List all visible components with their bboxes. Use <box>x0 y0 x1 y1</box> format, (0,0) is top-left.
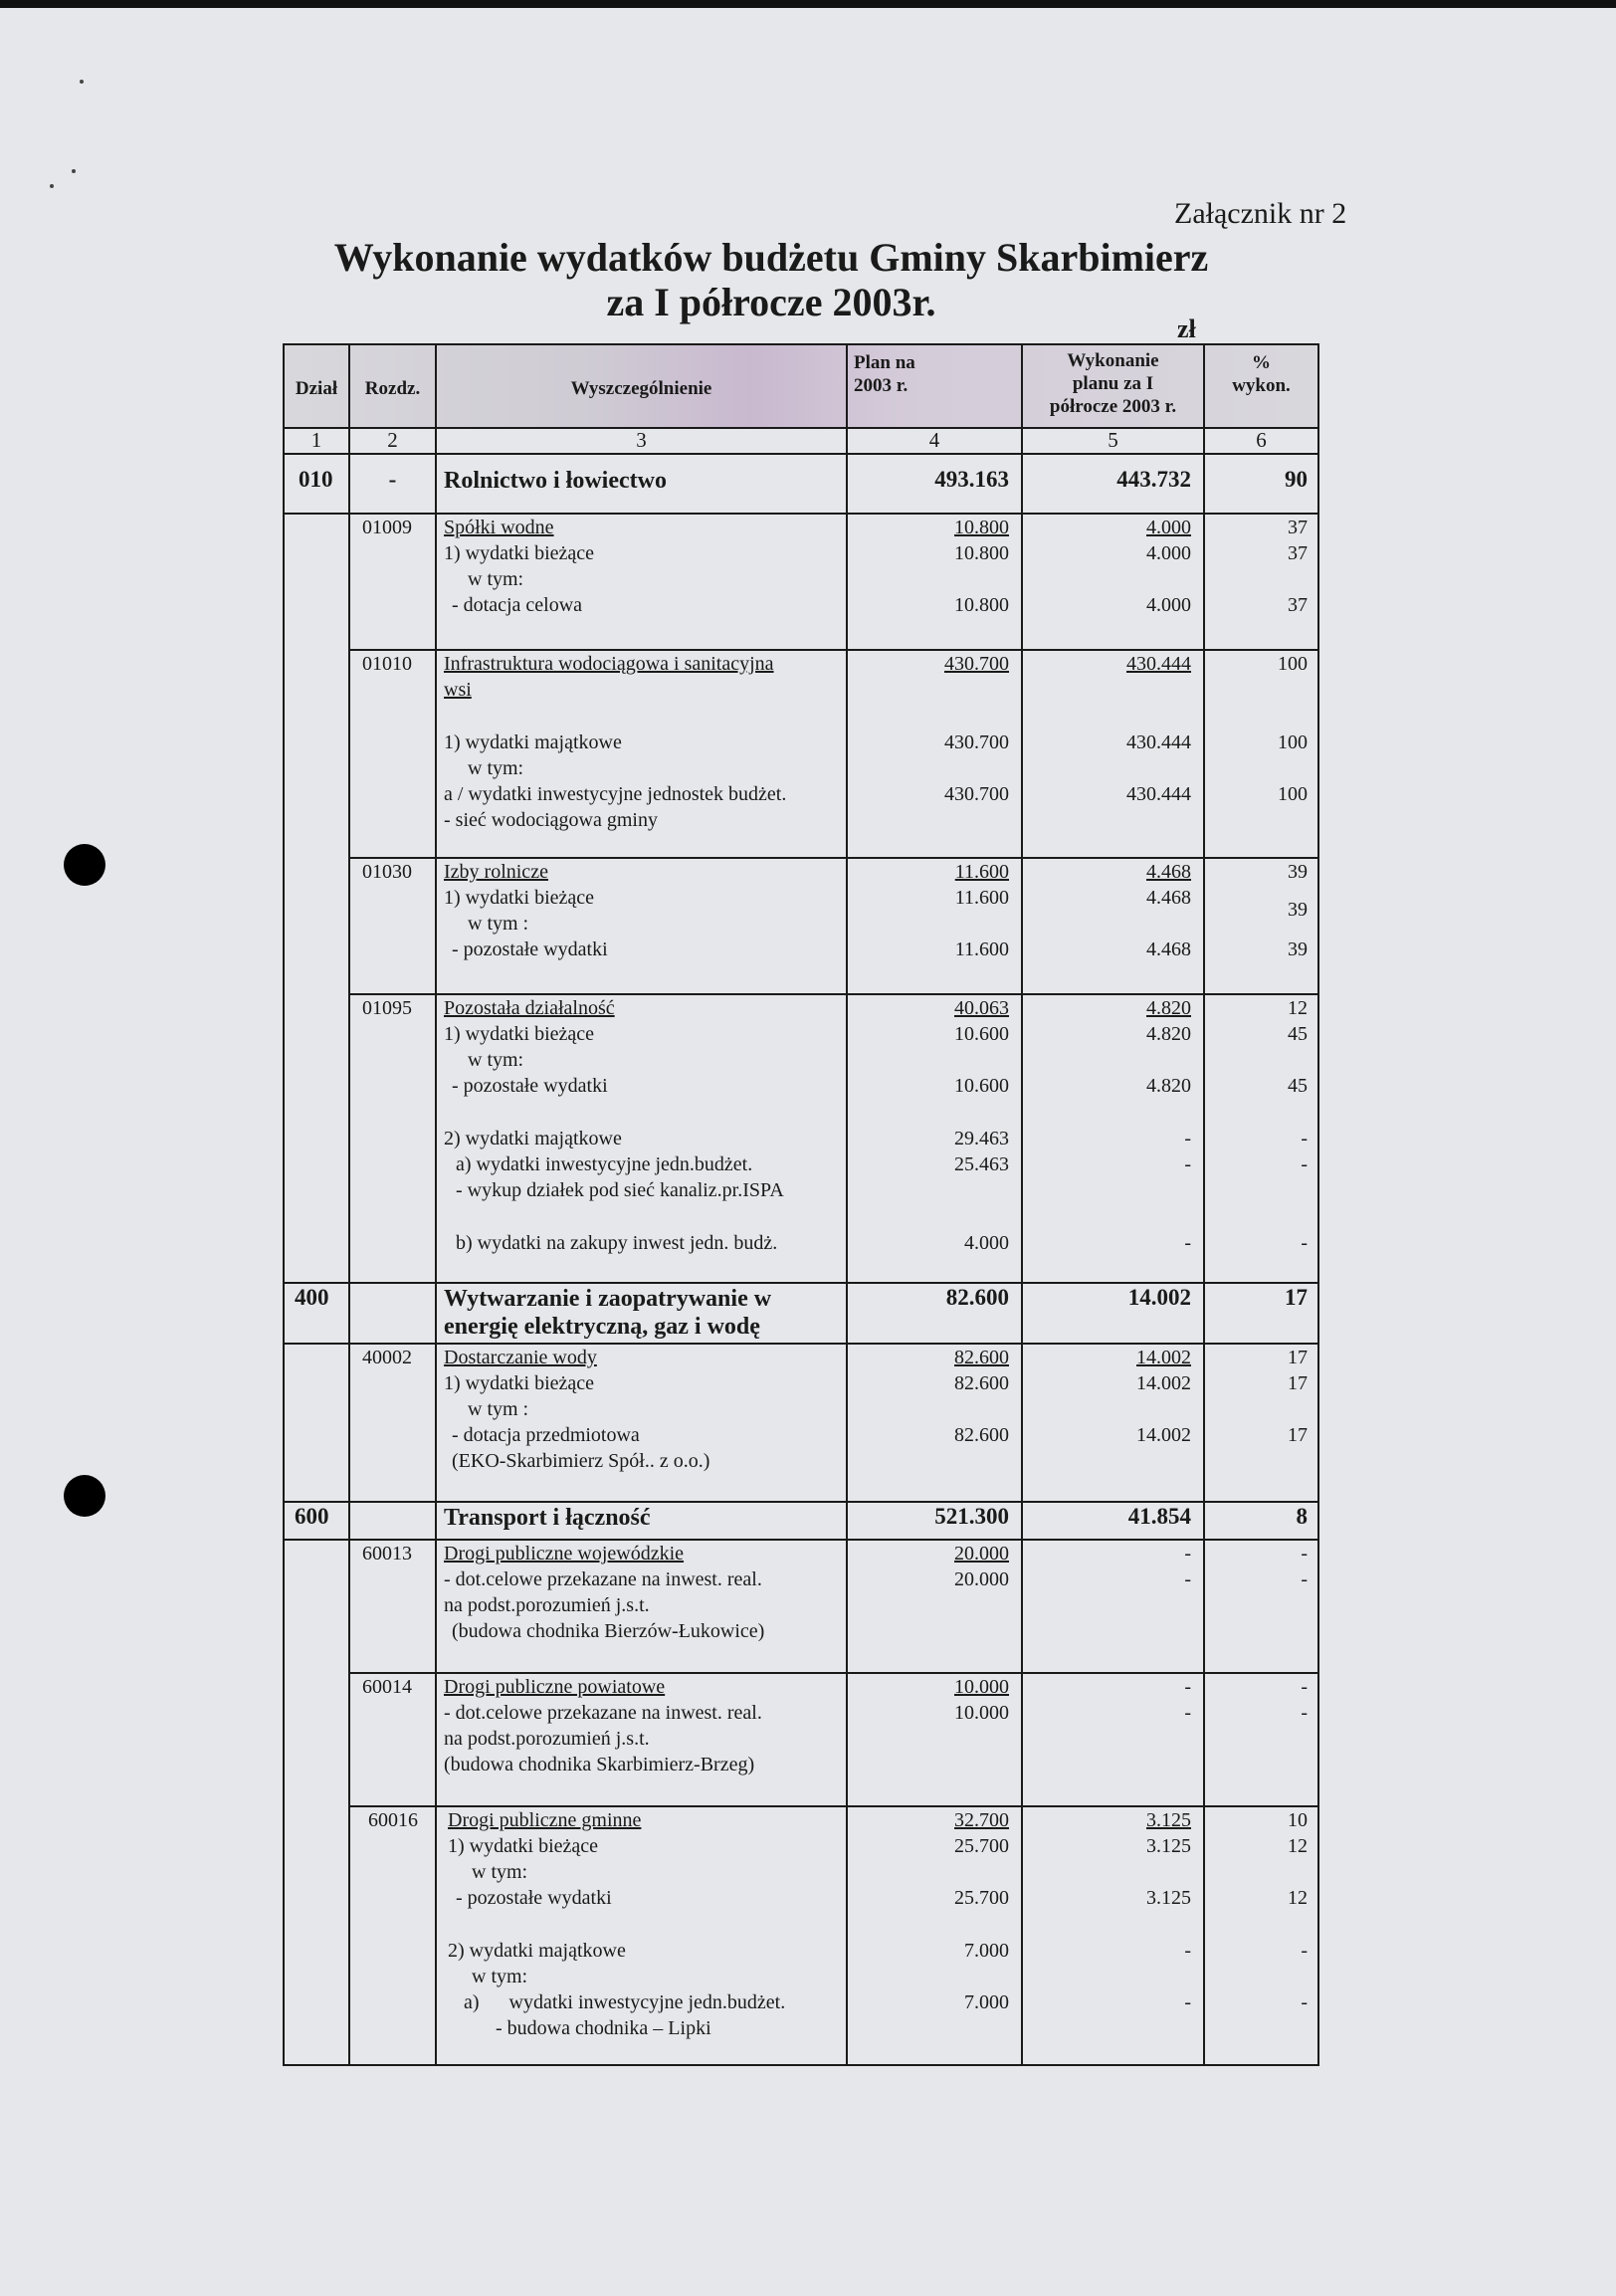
section-400-title-cont: energię elektryczną, gaz i wodę <box>444 1314 760 1340</box>
row-01095-line: w tym: <box>468 1049 524 1071</box>
row-01030-code: 01030 <box>362 861 412 883</box>
row-01030-line: 1) wydatki bieżące <box>444 887 595 909</box>
row-60016-line: - pozostałe wydatki <box>456 1887 612 1909</box>
scan-speck <box>50 184 54 188</box>
row-01009-v3-plan: 10.800 <box>954 594 1009 616</box>
section-010-title: Rolnictwo i łowiectwo <box>444 468 667 494</box>
budget-table <box>283 343 1319 2066</box>
row-60016-v4-pct: - <box>1301 1940 1308 1962</box>
row-01095-line: - wykup działek pod sieć kanaliz.pr.ISPA <box>456 1179 784 1201</box>
row-60014-v1-wyk: - <box>1184 1702 1191 1724</box>
header-plan-line1: Plan na <box>854 352 915 373</box>
row-40002-v3-pct: 17 <box>1288 1424 1308 1446</box>
row-01095-plan: 40.063 <box>954 997 1009 1019</box>
row-60014-pct: - <box>1301 1676 1308 1698</box>
row-01095-v4-wyk: - <box>1184 1128 1191 1149</box>
row-60014-name: Drogi publiczne powiatowe <box>444 1676 666 1698</box>
row-40002-plan: 82.600 <box>954 1347 1009 1368</box>
row-01010-v1-wyk: 430.444 <box>1126 731 1191 753</box>
header-wykonanie <box>1023 349 1203 418</box>
section-600-wyk: 41.854 <box>1127 1504 1191 1529</box>
row-01009-line: 1) wydatki bieżące <box>444 542 595 564</box>
row-01010-name-cont: wsi <box>444 679 472 701</box>
row-40002-v3-wyk: 14.002 <box>1136 1424 1191 1446</box>
section-400-wyk: 14.002 <box>1127 1285 1191 1310</box>
row-60016-v3-plan: 25.700 <box>954 1887 1009 1909</box>
row-01030-v1-plan: 11.600 <box>954 887 1009 909</box>
row-01010-code: 01010 <box>362 653 412 675</box>
row-01095-v4-plan: 29.463 <box>954 1128 1009 1149</box>
row-01010-v3-plan: 430.700 <box>944 783 1009 805</box>
row-40002-line: - dotacja przedmiotowa <box>452 1424 640 1446</box>
row-01095-line: - pozostałe wydatki <box>452 1075 608 1097</box>
header-pct-line2: wykon. <box>1232 375 1291 396</box>
page-title: Wykonanie wydatków budżetu Gminy Skarbimierz <box>333 235 1209 280</box>
row-60016-code: 60016 <box>368 1809 418 1831</box>
row-divider <box>285 1501 1317 1503</box>
header-pct <box>1205 351 1317 397</box>
row-40002-v1-pct: 17 <box>1288 1372 1308 1394</box>
row-60016-line: w tym: <box>472 1861 528 1883</box>
row-01030-v3-plan: 11.600 <box>954 939 1009 960</box>
row-60016-v6-pct: - <box>1301 1991 1308 2013</box>
row-60016-v1-plan: 25.700 <box>954 1835 1009 1857</box>
header-wyk-line1: Wykonanie <box>1067 350 1159 371</box>
section-600-plan: 521.300 <box>934 1504 1009 1529</box>
row-01010-v3-pct: 100 <box>1278 783 1308 805</box>
section-010-rozdz: - <box>388 467 397 492</box>
row-60014-plan: 10.000 <box>954 1676 1009 1698</box>
row-40002-line: w tym : <box>468 1398 529 1420</box>
row-60014-v1-pct: - <box>1301 1702 1308 1724</box>
row-01030-name: Izby rolnicze <box>444 861 548 883</box>
section-400-dzial: 400 <box>295 1285 329 1310</box>
row-60016-plan: 32.700 <box>954 1809 1009 1831</box>
row-01095-line: b) wydatki na zakupy inwest jedn. budż. <box>456 1232 778 1254</box>
row-01095-name: Pozostała działalność <box>444 997 615 1019</box>
row-60016-line: w tym: <box>472 1966 528 1987</box>
row-60014-line: na podst.porozumień j.s.t. <box>444 1728 650 1750</box>
row-01095-line: 2) wydatki majątkowe <box>444 1128 622 1149</box>
row-60013-v1-wyk: - <box>1184 1568 1191 1590</box>
row-01095-v1-wyk: 4.820 <box>1146 1023 1191 1045</box>
row-01095-v7-plan: 4.000 <box>964 1232 1009 1254</box>
row-01009-plan: 10.800 <box>954 517 1009 538</box>
header-dzial: Dział <box>295 378 338 399</box>
colnum-2: 2 <box>387 428 398 452</box>
row-01010-name: Infrastruktura wodociągowa i sanitacyjna <box>444 653 774 675</box>
row-01009-v3-wyk: 4.000 <box>1146 594 1191 616</box>
row-01095-code: 01095 <box>362 997 412 1019</box>
row-01030-v3-pct: 39 <box>1288 939 1308 960</box>
row-60013-plan: 20.000 <box>954 1543 1009 1565</box>
row-divider <box>285 1282 1317 1284</box>
row-40002-v1-plan: 82.600 <box>954 1372 1009 1394</box>
row-40002-code: 40002 <box>362 1347 412 1368</box>
row-60016-line: - budowa chodnika – Lipki <box>496 2017 711 2039</box>
row-01010-v1-pct: 100 <box>1278 731 1308 753</box>
colnum-1: 1 <box>310 428 322 452</box>
header-pct-line1: % <box>1252 352 1271 373</box>
row-40002-wyk: 14.002 <box>1136 1347 1191 1368</box>
row-01009-v1-pct: 37 <box>1288 542 1308 564</box>
colnum-5: 5 <box>1108 428 1118 452</box>
row-01095-v3-plan: 10.600 <box>954 1075 1009 1097</box>
row-01010-plan: 430.700 <box>944 653 1009 675</box>
row-60013-line: - dot.celowe przekazane na inwest. real. <box>444 1568 762 1590</box>
row-60016-name: Drogi publiczne gminne <box>448 1809 642 1831</box>
row-01030-v1-wyk: 4.468 <box>1146 887 1191 909</box>
row-60014-wyk: - <box>1184 1676 1191 1698</box>
row-01095-v1-plan: 10.600 <box>954 1023 1009 1045</box>
scan-speck <box>72 169 76 173</box>
punch-hole-top <box>64 844 105 886</box>
row-01010-line: w tym: <box>468 757 524 779</box>
row-01095-v5-pct: - <box>1301 1153 1308 1175</box>
row-01010-line: 1) wydatki majątkowe <box>444 731 622 753</box>
row-01010-v3-wyk: 430.444 <box>1126 783 1191 805</box>
row-60016-line: a) wydatki inwestycyjne jedn.budżet. <box>464 1991 786 2013</box>
colnum-4: 4 <box>928 428 940 452</box>
row-01095-v5-plan: 25.463 <box>954 1153 1009 1175</box>
row-01009-code: 01009 <box>362 517 412 538</box>
row-60013-line: (budowa chodnika Bierzów-Łukowice) <box>452 1620 765 1642</box>
row-60013-line: na podst.porozumień j.s.t. <box>444 1594 650 1616</box>
header-wyk-line3: półrocze 2003 r. <box>1049 396 1177 417</box>
row-40002-line: 1) wydatki bieżące <box>444 1372 595 1394</box>
row-01009-line: w tym: <box>468 568 524 590</box>
header-rozdz: Rozdz. <box>364 378 421 399</box>
header-wyszczegolnienie: Wyszczególnienie <box>570 378 712 399</box>
row-01009-pct: 37 <box>1288 517 1308 538</box>
row-60013-name: Drogi publiczne wojewódzkie <box>444 1543 685 1565</box>
row-01010-v1-plan: 430.700 <box>944 731 1009 753</box>
row-01030-v1-pct: 39 <box>1288 899 1308 921</box>
row-01095-v7-wyk: - <box>1184 1232 1191 1254</box>
row-01009-v3-pct: 37 <box>1288 594 1308 616</box>
row-01009-name: Spółki wodne <box>444 517 554 538</box>
row-01030-line: w tym : <box>468 913 529 935</box>
row-60016-v3-wyk: 3.125 <box>1146 1887 1191 1909</box>
row-60016-v3-pct: 12 <box>1288 1887 1308 1909</box>
scan-speck <box>80 80 84 84</box>
section-400-plan: 82.600 <box>945 1285 1009 1310</box>
section-010-pct: 90 <box>1285 467 1308 492</box>
row-60013-v1-pct: - <box>1301 1568 1308 1590</box>
row-01095-v4-pct: - <box>1301 1128 1308 1149</box>
row-60016-v1-pct: 12 <box>1288 1835 1308 1857</box>
row-60014-code: 60014 <box>362 1676 412 1698</box>
section-010-dzial: 010 <box>299 467 333 492</box>
header-plan-line2: 2003 r. <box>854 375 909 396</box>
row-01095-line: 1) wydatki bieżące <box>444 1023 595 1045</box>
section-600-dzial: 600 <box>295 1504 329 1529</box>
row-40002-pct: 17 <box>1288 1347 1308 1368</box>
row-40002-line: (EKO-Skarbimierz Spół.. z o.o.) <box>452 1450 710 1472</box>
row-60016-v6-wyk: - <box>1184 1991 1191 2013</box>
row-60016-line: 2) wydatki majątkowe <box>448 1940 626 1962</box>
section-010-plan: 493.163 <box>934 467 1009 492</box>
header-plan <box>854 351 915 397</box>
row-01095-line: a) wydatki inwestycyjne jedn.budżet. <box>456 1153 753 1175</box>
row-40002-v3-plan: 82.600 <box>954 1424 1009 1446</box>
row-01030-wyk: 4.468 <box>1146 861 1191 883</box>
row-60016-pct: 10 <box>1288 1809 1308 1831</box>
row-01009-v1-plan: 10.800 <box>954 542 1009 564</box>
row-40002-v1-wyk: 14.002 <box>1136 1372 1191 1394</box>
row-60013-code: 60013 <box>362 1543 412 1565</box>
row-60016-wyk: 3.125 <box>1146 1809 1191 1831</box>
section-010-wyk: 443.732 <box>1116 467 1191 492</box>
row-01030-pct: 39 <box>1288 861 1308 883</box>
row-60014-line: (budowa chodnika Skarbimierz-Brzeg) <box>444 1754 755 1775</box>
colnum-3: 3 <box>636 428 647 452</box>
row-60013-pct: - <box>1301 1543 1308 1565</box>
row-01095-v7-pct: - <box>1301 1232 1308 1254</box>
row-60016-v1-wyk: 3.125 <box>1146 1835 1191 1857</box>
row-01009-wyk: 4.000 <box>1146 517 1191 538</box>
row-01009-v1-wyk: 4.000 <box>1146 542 1191 564</box>
row-01095-v5-wyk: - <box>1184 1153 1191 1175</box>
section-400-pct: 17 <box>1285 1285 1308 1310</box>
row-01030-line: - pozostałe wydatki <box>452 939 608 960</box>
row-60016-v6-plan: 7.000 <box>964 1991 1009 2013</box>
row-60016-v4-wyk: - <box>1184 1940 1191 1962</box>
row-01009-line: - dotacja celowa <box>452 594 583 616</box>
row-60014-line: - dot.celowe przekazane na inwest. real. <box>444 1702 762 1724</box>
row-40002-name: Dostarczanie wody <box>444 1347 597 1368</box>
section-600-pct: 8 <box>1296 1504 1308 1529</box>
attachment-label: Załącznik nr 2 <box>1174 197 1347 230</box>
row-01095-wyk: 4.820 <box>1146 997 1191 1019</box>
row-01095-pct: 12 <box>1288 997 1308 1019</box>
row-01030-plan: 11.600 <box>954 861 1009 883</box>
row-60013-wyk: - <box>1184 1543 1191 1565</box>
row-01030-v3-wyk: 4.468 <box>1146 939 1191 960</box>
header-wyk-line2: planu za I <box>1072 373 1154 394</box>
row-60016-line: 1) wydatki bieżące <box>448 1835 599 1857</box>
row-01095-v3-wyk: 4.820 <box>1146 1075 1191 1097</box>
row-01095-v3-pct: 45 <box>1288 1075 1308 1097</box>
punch-hole-bottom <box>64 1475 105 1517</box>
section-400-title: Wytwarzanie i zaopatrywanie w <box>444 1286 772 1312</box>
row-divider <box>285 453 1317 455</box>
currency-label: zł <box>1177 314 1196 343</box>
colnum-6: 6 <box>1256 428 1267 452</box>
scan-top-edge <box>0 0 1616 8</box>
row-01095-v1-pct: 45 <box>1288 1023 1308 1045</box>
row-01010-line: - sieć wodociągowa gminy <box>444 809 658 831</box>
row-60016-v4-plan: 7.000 <box>964 1940 1009 1962</box>
section-600-title: Transport i łączność <box>444 1505 651 1531</box>
row-01010-wyk: 430.444 <box>1126 653 1191 675</box>
row-01010-line: a / wydatki inwestycyjne jednostek budżet. <box>444 783 787 805</box>
row-60013-v1-plan: 20.000 <box>954 1568 1009 1590</box>
row-01010-pct: 100 <box>1278 653 1308 675</box>
row-60014-v1-plan: 10.000 <box>954 1702 1009 1724</box>
page-subtitle: za I półrocze 2003r. <box>606 280 936 324</box>
